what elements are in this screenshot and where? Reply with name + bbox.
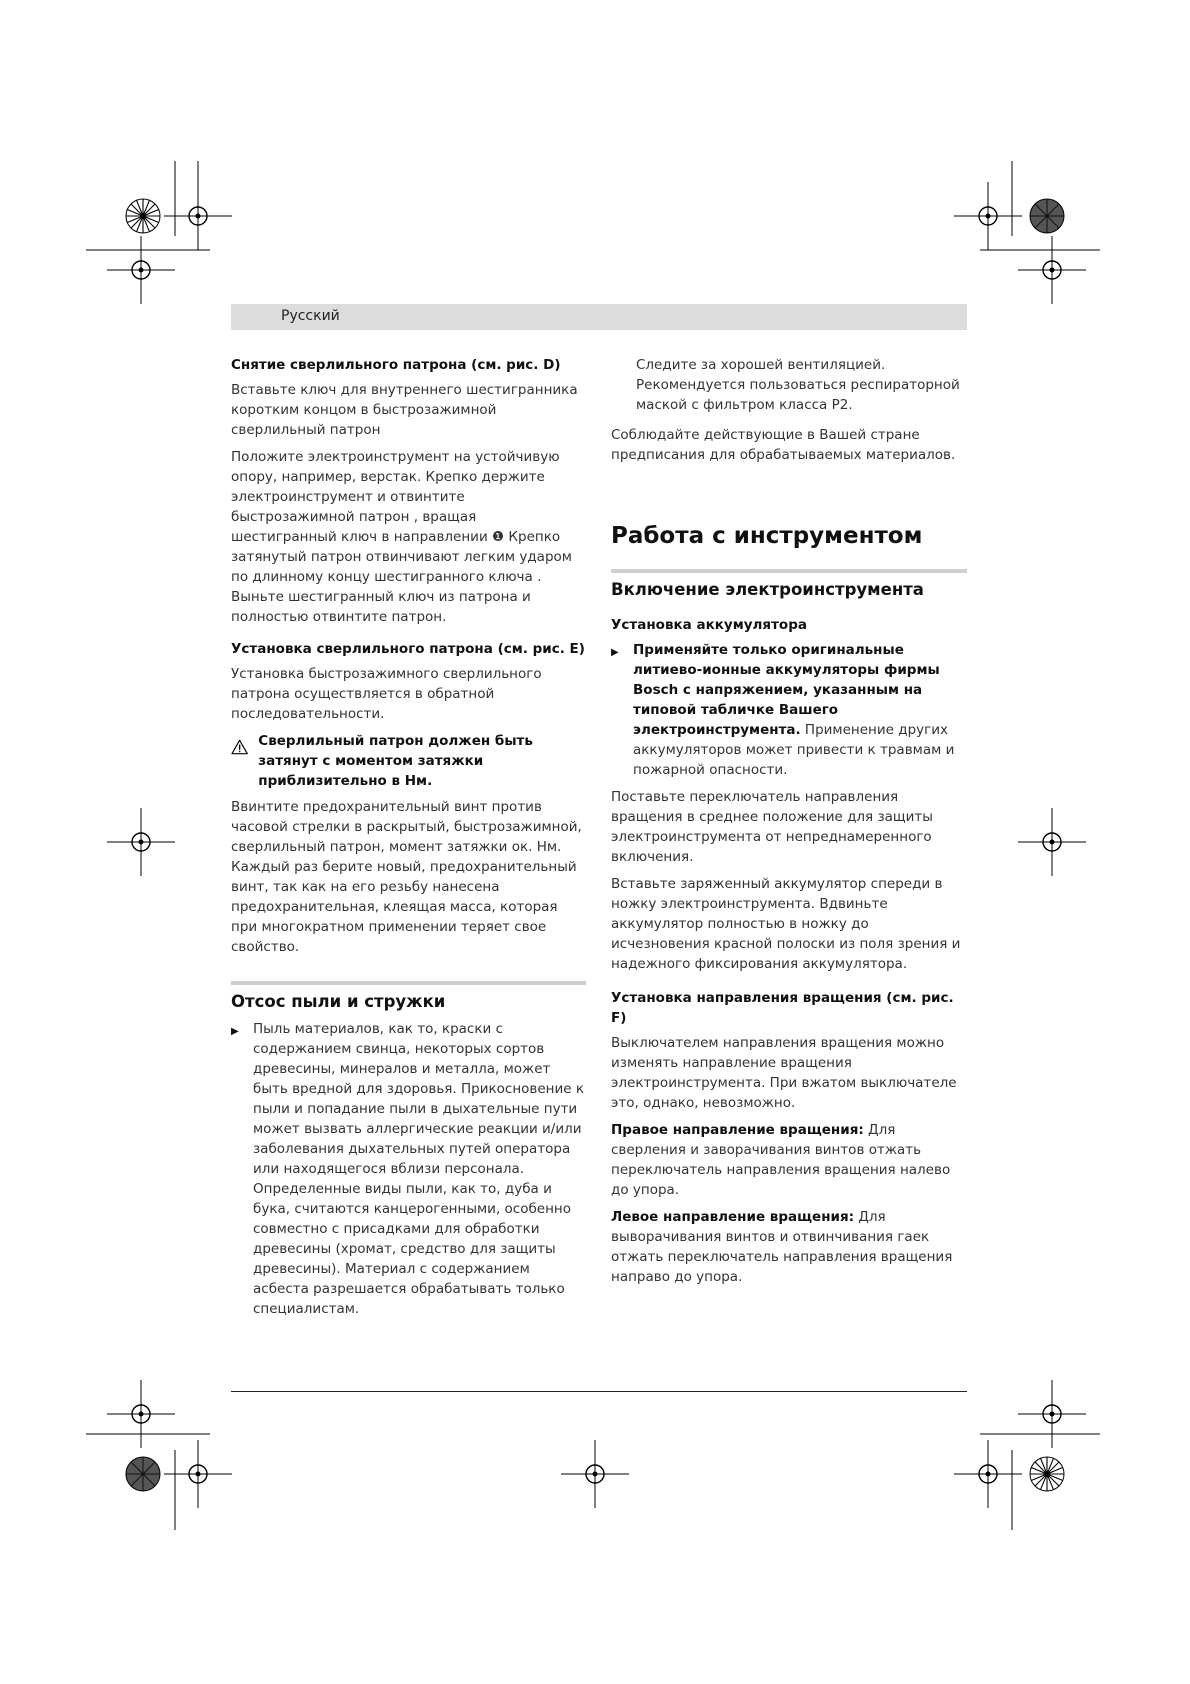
dust-title: Отсос пыли и стружки bbox=[231, 981, 586, 1013]
warning-block bbox=[231, 731, 586, 791]
battery-bullet-rest: Применение других аккумуляторов может привести к травмам и пожарной опасности. bbox=[633, 722, 955, 778]
ventilation-note: Следите за хорошей вентиляцией. Рекомендуется пользоваться респираторной маской с фильтром класса P2. bbox=[636, 357, 960, 413]
right-direction-label: Правое направление вращения: bbox=[611, 1122, 864, 1138]
battery-paragraph-2: Вставьте заряженный аккумулятор спереди в ножку электроинструмента. Вдвиньте аккумулятор полностью в ножку до исчезновения красной полоски из поля зрения и надежного фиксирования аккумулятора. bbox=[611, 876, 961, 972]
removal-title: Снятие сверлильного патрона (см. рис. D) bbox=[231, 357, 561, 373]
left-column bbox=[231, 355, 586, 1326]
battery-bullet bbox=[611, 640, 967, 780]
right-direction-text: Для сверления и заворачивания винтов отжать переключатель направления вращения налево до упора. bbox=[611, 1122, 951, 1198]
battery-paragraph-1: Поставьте переключатель направления вращения в среднее положение для защиты электроинструмента от непреднамеренного включения. bbox=[611, 789, 933, 865]
left-direction-text: Для выворачивания винтов и отвинчивания гаек отжать переключатель направления вращения направо до упора. bbox=[611, 1209, 953, 1285]
install-paragraph-1: Установка быстрозажимного сверлильного патрона осуществляется в обратной последовательности. bbox=[231, 666, 542, 722]
left-direction-label: Левое направление вращения: bbox=[611, 1209, 855, 1225]
removal-paragraph-1: Вставьте ключ для внутреннего шестигранника коротким концом в быстрозажимной сверлильный патрон bbox=[231, 382, 578, 438]
warning-icon bbox=[231, 731, 248, 763]
battery-bullet-bold: Применяйте только оригинальные литиево-ионные аккумуляторы фирмы Bosch с напряжением, указанным на типовой табличке Вашего электроинструмента. bbox=[633, 642, 940, 738]
direction-paragraph: Выключателем направления вращения можно изменять направление вращения электроинструмента. При вжатом выключателе это, однако, невозможно. bbox=[611, 1035, 957, 1111]
install-title: Установка сверлильного патрона (см. рис. E) bbox=[231, 641, 585, 657]
language-label: Русский bbox=[281, 308, 340, 324]
switch-title: Включение электроинструмента bbox=[611, 569, 967, 601]
dust-bullet: ▶ Пыль материалов, как то, краски с содержанием свинца, некоторых сортов древесины, минералов и металла, может быть вредной для здоровья. Прикосновение к пыли и попадание пыли в дыхательные пути может вызвать аллергические реакции и/или заболевания дыхательных путей оператора или находящегося вблизи персонала. Определенные виды пыли, как то, дуба и бука, считаются канцерогенными, особенно совместно с присадками для обработки древесины (хромат, средство для защиты древесины). Материал с содержанием асбеста разрешается обрабатывать только специалистам. bbox=[231, 1019, 586, 1319]
removal-paragraph-2: Положите электроинструмент на устойчивую опору, например, верстак. Крепко держите электроинструмент и отвинтите быстрозажимной патрон , вращая шестигранный ключ в направлении ❶ Крепко затянутый патрон отвинчивают легким ударом по длинному концу шестигранного ключа . Выньте шестигранный ключ из патрона и полностью отвинтите патрон. bbox=[231, 449, 572, 625]
left-direction bbox=[611, 1207, 967, 1287]
header-bar bbox=[231, 304, 967, 330]
right-direction bbox=[611, 1120, 967, 1200]
direction-title: Установка направления вращения (см. рис. F) bbox=[611, 990, 954, 1026]
footer-rule bbox=[231, 1391, 967, 1392]
work-title: Работа с инструментом bbox=[611, 523, 923, 549]
battery-title: Установка аккумулятора bbox=[611, 617, 807, 633]
install-paragraph-2: Ввинтите предохранительный винт против часовой стрелки в раскрытый, быстрозажимной, сверлильный патрон, момент затяжки ок. Нм. Каждый раз берите новый, предохранительный винт, так как на его резьбу нанесена предохранительная, клеящая масса, которая при многократном применении теряет свое свойство. bbox=[231, 799, 582, 955]
warning-text: Сверлильный патрон должен быть затянут с моментом затяжки приблизительно в Нм. bbox=[258, 733, 533, 789]
right-column bbox=[611, 355, 967, 1294]
regulations-note: Соблюдайте действующие в Вашей стране предписания для обрабатываемых материалов. bbox=[611, 427, 956, 463]
